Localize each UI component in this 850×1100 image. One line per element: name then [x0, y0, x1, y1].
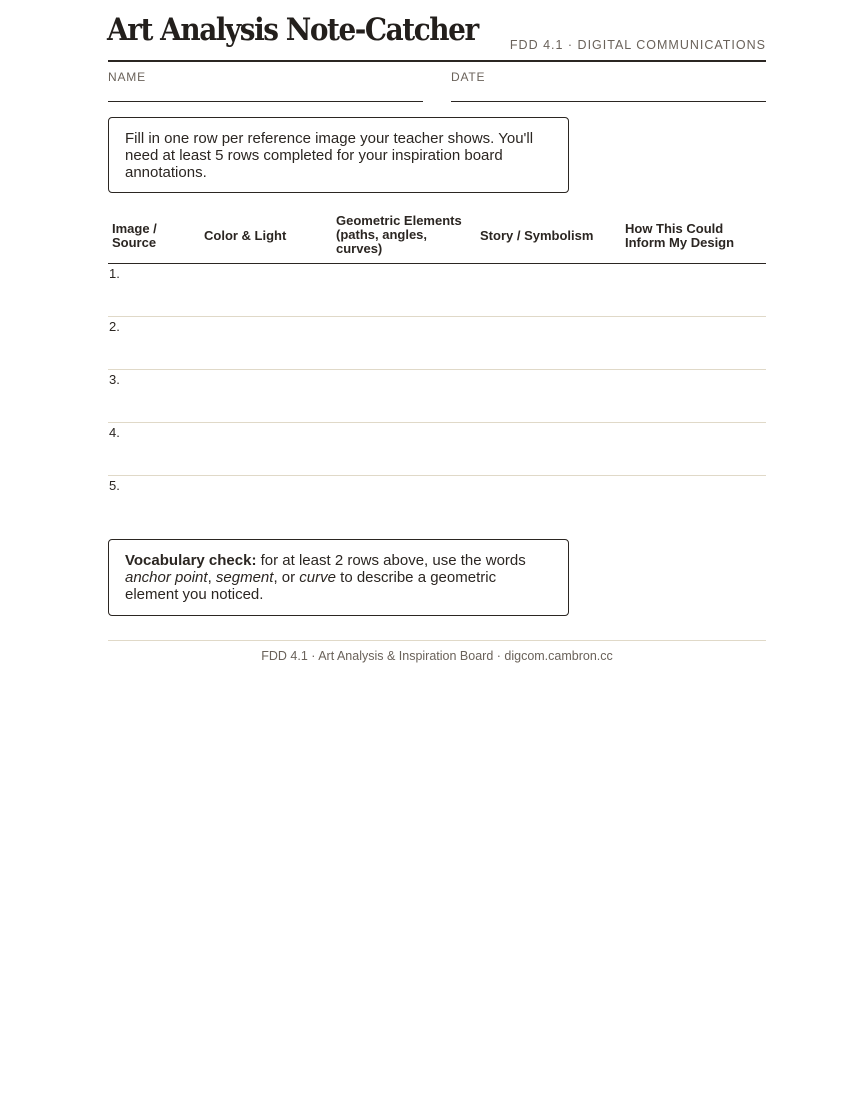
page-header: [108, 0, 766, 62]
name-field[interactable]: [108, 62, 423, 102]
name-label: NAME: [108, 70, 146, 84]
column-header-story-symbolism: Story / Symbolism: [480, 228, 594, 243]
date-field[interactable]: [451, 62, 766, 102]
table-row[interactable]: [108, 264, 766, 317]
column-header-color-light: Color & Light: [204, 228, 287, 243]
row-number: 5.: [109, 478, 120, 493]
vocabulary-check-lead: Vocabulary check:: [125, 552, 257, 569]
instructions-box: [108, 117, 569, 193]
vocabulary-text: to describe a geometric element you noticed.: [125, 569, 497, 603]
analysis-table: [108, 210, 766, 528]
table-row[interactable]: [108, 423, 766, 476]
course-tag: FDD 4.1 · DIGITAL COMMUNICATIONS: [509, 38, 766, 52]
vocabulary-separator: , or: [273, 569, 300, 586]
table-row[interactable]: [108, 476, 766, 528]
vocab-term-anchor-point: anchor point: [125, 569, 208, 586]
column-header-image-source: Image / Source: [112, 221, 157, 250]
instructions-text: Fill in one row per reference image your teacher shows. You'll need at least 5 rows completed for your inspiration board annotations.: [125, 130, 534, 181]
row-number: 3.: [109, 372, 120, 387]
vocabulary-check-box: [108, 539, 569, 616]
table-row[interactable]: [108, 370, 766, 423]
vocabulary-text: for at least 2 rows above, use the words: [256, 552, 526, 569]
vocab-term-curve: curve: [299, 569, 336, 586]
column-header-inform-design: How This Could Inform My Design: [625, 221, 735, 250]
row-number: 1.: [109, 266, 120, 281]
vocabulary-separator: ,: [207, 569, 216, 586]
vocab-term-segment: segment: [215, 569, 274, 586]
table-header: [108, 210, 766, 264]
row-number: 2.: [109, 319, 120, 334]
page-title: Art Analysis Note-Catcher: [107, 12, 478, 48]
table-row[interactable]: [108, 317, 766, 370]
date-label: DATE: [451, 70, 486, 84]
column-header-geometric-elements: Geometric Elements (paths, angles, curves): [336, 213, 462, 256]
student-info-fields: [108, 62, 766, 102]
worksheet-page: [107, 0, 766, 663]
row-number: 4.: [109, 425, 120, 440]
page-footer: FDD 4.1 · Art Analysis & Inspiration Board · digcom.cambron.cc: [108, 640, 766, 663]
